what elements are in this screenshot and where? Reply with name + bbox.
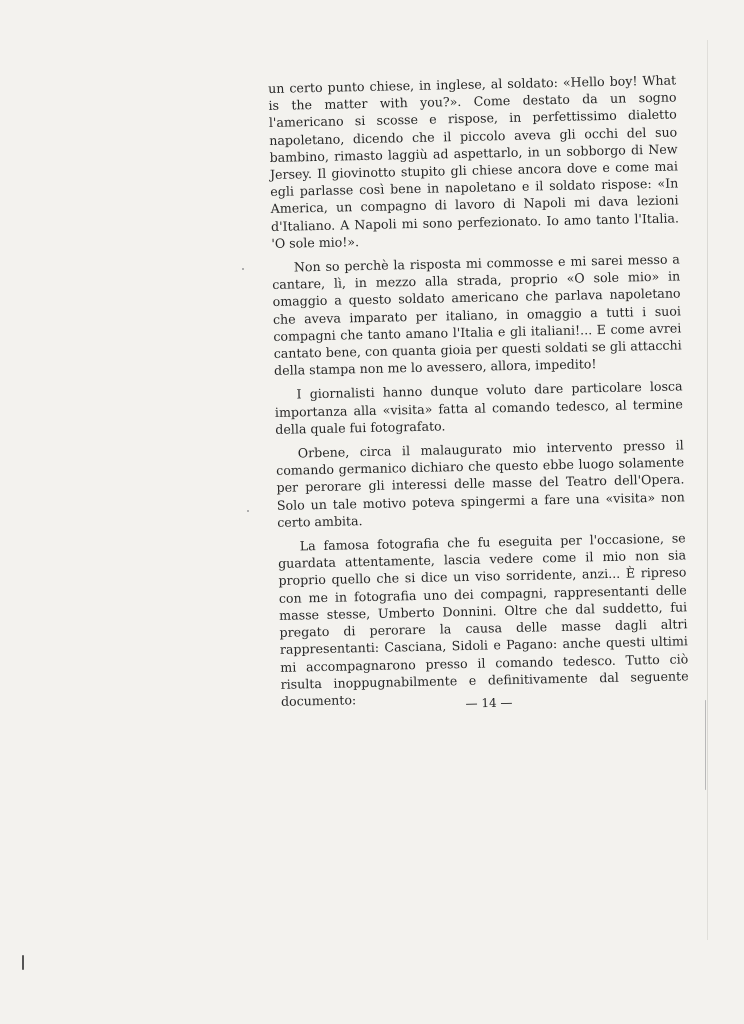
scan-mark bbox=[22, 955, 24, 970]
paragraph-1: un certo punto chiese, in inglese, al soldato: «Hello boy! What is the matter with you?». Come destato da un sogno l'americano si scosse e rispose, in perfettissimo dialetto napoletano, dicendo che il piccolo aveva gli occhi del suo bambino, rimasto laggiù ad aspettarlo, in un sobborgo di New Jersey. Il giovinotto stupito gli chiese ancora dove e come mai egli parlasse così bene in napoletano e il soldato rispose: «In America, un compagno di lavoro di Napoli mi dava lezioni d'Italiano. A Napoli mi sono perfezionato. Io amo tanto l'Italia. 'O sole mio!». bbox=[268, 72, 680, 251]
scan-dot bbox=[242, 268, 244, 270]
paragraph-4: Orbene, circa il malaugurato mio intervento presso il comando germanico dichiaro che questo ebbe luogo solamente per perorare gli interessi delle masse del Teatro dell'Opera. Solo un tale motivo poteva spingermi a fare una «visita» non certo ambita. bbox=[276, 437, 685, 530]
page-number: — 14 — bbox=[465, 695, 513, 711]
scan-line bbox=[705, 700, 706, 790]
paragraph-3: I giornalisti hanno dunque voluto dare particolare losca importanza alla «visita» fatta al comando tedesco, al termine della quale fui fotografato. bbox=[274, 378, 684, 437]
paragraph-5: La famosa fotografia che fu eseguita per l'occasione, se guardata attentamente, lascia vedere come il mio non sia proprio quello che si dice un viso sorridente, anzi... È ripreso con me in fotografia uno dei compagni, rappresentanti delle masse stesse, Umberto Donnini. Oltre che dal suddetto, fui pregato di perorare la causa delle masse dagli altri rappresentanti: Casciana, Sidoli e Pagano: anche questi ultimi mi accompagnarono presso il comando tedesco. Tutto ciò risulta inoppugnabilmente e definitivamente dal seguente documento: bbox=[277, 530, 689, 709]
scan-dot bbox=[247, 510, 249, 512]
page-edge bbox=[707, 40, 708, 940]
text-column bbox=[268, 71, 689, 717]
paragraph-2: Non so perchè la risposta mi commosse e mi sarei messo a cantare, lì, in mezzo alla strada, proprio «O sole mio» in omaggio a questo soldato americano che parlava napoletano che aveva imparato per italiano, in omaggio a tutti i suoi compagni che tanto amano l'Italia e gli italiani!... E come avrei cantato bene, con quanta gioia per questi soldati se gli attacchi della stampa non me lo avessero, allora, impedito! bbox=[272, 251, 682, 379]
